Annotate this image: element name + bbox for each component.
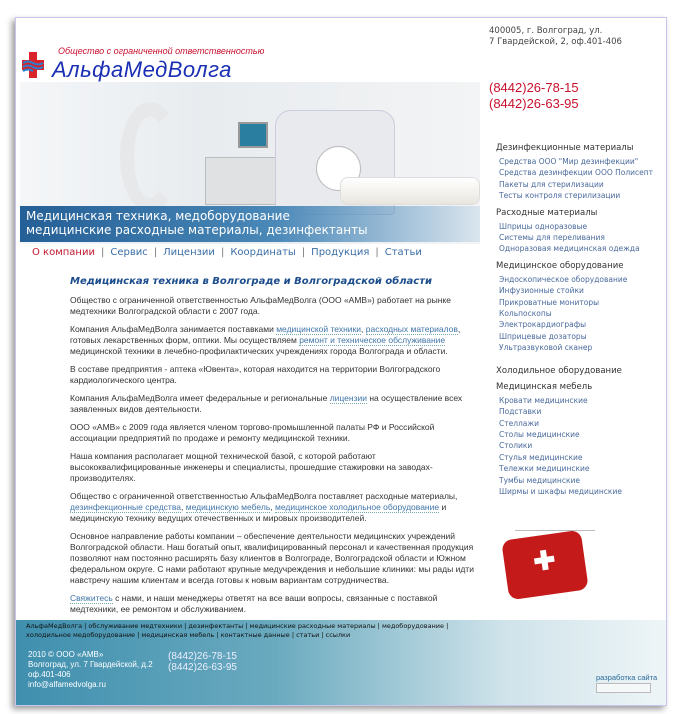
main-nav: [32, 247, 422, 258]
sidebar-item[interactable]: Стулья медицинские: [499, 452, 583, 462]
nav-separator: |: [301, 247, 306, 258]
paragraph: Общество с ограниченной ответственностью АльфаМедВолга (ООО «АМВ») работает на рынке медтехники Волгоградской области с 2007 года.: [70, 295, 451, 316]
page-title: Медицинская техника в Волгограде и Волгоградской области: [70, 276, 432, 287]
footer-phones: [168, 651, 237, 673]
banner-caption: [20, 206, 480, 242]
footer-link[interactable]: медицинские расходные материалы: [249, 622, 376, 630]
link-repair[interactable]: ремонт и техническое обслуживание: [299, 335, 446, 345]
paragraph: В составе предприятия - аптека «Ювента», которая находится на территории Волгоградского кардиологического центра.: [70, 364, 441, 385]
footer-link[interactable]: АльфаМедВолга: [26, 622, 83, 630]
sidebar-item[interactable]: Тесты контроля стерилизации: [499, 191, 621, 201]
logo-tagline: Общество с ограниченной ответственностью: [58, 46, 265, 56]
sidebar-item[interactable]: Шприцы одноразовые: [499, 221, 588, 231]
nav-separator: |: [375, 247, 379, 258]
nav-separator: |: [100, 247, 105, 258]
nav-item[interactable]: О компании: [32, 247, 95, 258]
footer-link[interactable]: холодильное медоборудование: [26, 631, 136, 639]
sidebar-item[interactable]: Ширмы и шкафы медицинские: [499, 486, 622, 496]
footer-link[interactable]: медоборудование: [381, 622, 445, 630]
text: с нами, и наши менеджеры ответят на все ваши вопросы, связанные с поставкой медтехники, ее ремонтом и обслуживанием.: [70, 593, 438, 614]
link-furniture[interactable]: медицинскую мебель: [185, 502, 271, 512]
sidebar-category[interactable]: Дезинфекционные материалы: [496, 143, 634, 153]
sidebar-item[interactable]: Прикроватные мониторы: [499, 297, 600, 307]
sidebar-item[interactable]: Ультразвуковой сканер: [499, 343, 593, 353]
footer-email[interactable]: info@alfamedvolga.ru: [28, 680, 106, 689]
logo-cross-icon: [22, 52, 44, 78]
paragraph: [70, 593, 480, 615]
nav-separator: |: [153, 247, 158, 258]
sidebar-category[interactable]: Медицинская мебель: [496, 381, 593, 392]
footer-link[interactable]: медицинская мебель: [141, 631, 215, 639]
caption-line: медицинские расходные материалы, дезинфектанты: [26, 223, 368, 237]
sidebar-item[interactable]: Средства ООО "Мир дезинфекции": [499, 157, 639, 166]
link-consumables[interactable]: расходных материалов: [365, 324, 458, 334]
sidebar-item[interactable]: Шприцевые дозаторы: [499, 331, 587, 341]
sidebar-item[interactable]: Подставки: [499, 407, 542, 417]
sidebar-item[interactable]: Стеллажи: [499, 418, 540, 428]
paragraph: Основное направление работы компании – обеспечение деятельности медицинских учреждений Волгоградской области. Наш богатый опыт, квалифицированный персонал и качественная продукция позволяют нам постоянно расширять базу клиентов в Волгограде, Волгоградской области и Южном федеральном округе. С нами работают крупные медучреждения и небольшие клиники: мы рады идти навстречу нашим клиентам и всегда готовы к новым вариантам сотрудничества.: [70, 531, 474, 585]
footer-separator: |: [82, 622, 89, 630]
sidebar-item[interactable]: Средства дезинфекции ООО Полисепт: [499, 168, 654, 178]
logo[interactable]: АльфаМедВолга: [52, 57, 232, 82]
phone: (8442)26-63-95: [489, 96, 579, 111]
link-refrigeration[interactable]: медицинское холодильное оборудование: [275, 502, 440, 512]
nav-item[interactable]: Сервис: [110, 247, 148, 258]
footer-separator: |: [135, 631, 142, 639]
address-line: 7 Гвардейской, 2, оф.401-406: [489, 37, 622, 47]
footer-link[interactable]: контактные данные: [220, 631, 290, 639]
sidebar-item[interactable]: Кольпоскопы: [499, 309, 552, 319]
sidebar-item[interactable]: Столики: [499, 441, 533, 451]
sidebar-item[interactable]: Столы медицинские: [499, 429, 580, 439]
scanner-table-image: [340, 177, 480, 205]
sidebar-category[interactable]: Расходные материалы: [496, 207, 598, 218]
sidebar-category[interactable]: Медицинское оборудование: [496, 260, 624, 271]
text: ,: [180, 502, 186, 512]
text: , готовых лекарственных форм, оптики. Мы осуществляем: [70, 324, 461, 345]
banner-image: [20, 82, 480, 244]
site-dev-link[interactable]: разработка сайта: [596, 673, 658, 682]
monitor-image: [238, 122, 268, 148]
text: на осуществление всех заявленных видов деятельности.: [70, 393, 463, 414]
link-disinfectants[interactable]: дезинфекционные средства: [70, 502, 181, 512]
footer-separator: |: [182, 622, 189, 630]
footer: [16, 620, 666, 705]
phone: (8442)26-63-95: [168, 662, 237, 673]
sidebar-item[interactable]: Пакеты для стерилизации: [499, 179, 604, 189]
paragraph: [70, 324, 480, 357]
phone: (8442)26-78-15: [489, 80, 579, 95]
link-licenses[interactable]: лицензии: [329, 393, 367, 403]
footer-office: оф.401-406: [28, 670, 71, 679]
footer-separator: |: [289, 631, 297, 639]
footer-separator: |: [319, 631, 326, 639]
header-phones: [489, 80, 579, 112]
nav-item[interactable]: Статьи: [384, 247, 422, 258]
copyright: 2010 © ООО «АМВ»: [28, 650, 104, 659]
footer-separator: |: [375, 622, 382, 630]
paragraph: [70, 491, 480, 524]
nav-item[interactable]: Продукция: [311, 247, 370, 258]
text: ,: [270, 502, 275, 512]
footer-link[interactable]: статьи: [296, 631, 320, 639]
sidebar-item[interactable]: Одноразовая медицинская одежда: [499, 244, 640, 254]
link-medical-equipment[interactable]: медицинской техники: [276, 324, 361, 334]
main-content: [70, 276, 480, 622]
footer-link[interactable]: обслуживание медтехники: [88, 622, 183, 630]
phone: (8442)26-78-15: [168, 651, 237, 662]
text: медицинской техники в лечебно-профилактических учреждениях города Волгограда и области.: [70, 346, 448, 356]
sidebar-item[interactable]: Кровати медицинские: [499, 395, 588, 405]
text: ,: [361, 324, 366, 334]
footer-link[interactable]: дезинфектанты: [188, 622, 244, 630]
paragraph: [70, 393, 480, 415]
footer-separator: |: [444, 622, 449, 630]
footer-separator: |: [243, 622, 250, 630]
sidebar-item[interactable]: Тумбы медицинские: [499, 475, 580, 485]
text: и медицинскую технику ведущих отечественных и мировых производителей.: [70, 502, 447, 523]
nav-separator: |: [220, 247, 225, 258]
sidebar-catalog: [496, 143, 666, 497]
sidebar-item[interactable]: Тележки медицинские: [499, 464, 590, 474]
footer-separator: |: [214, 631, 221, 639]
footer-link[interactable]: ссылки: [325, 631, 351, 639]
sidebar-item[interactable]: Электрокардиографы: [499, 320, 587, 330]
caption-line: Медицинская техника, медоборудование: [26, 209, 290, 223]
sidebar-item[interactable]: Инфузионные стойки: [499, 286, 584, 296]
sidebar-item[interactable]: Эндоскопическое оборудование: [499, 274, 628, 284]
dev-badge[interactable]: [596, 683, 651, 693]
nav-item[interactable]: Лицензии: [163, 247, 215, 258]
footer-address: Волгоград, ул. 7 Гвардейской, д.2: [28, 660, 153, 669]
paragraph: ООО «АМВ» с 2009 года является членом торгово-промышленной палаты РФ и Российской ассоциации предприятий по продаже и ремонту медицинской техники.: [70, 422, 435, 443]
text: Общество с ограниченной ответственностью АльфаМедВолга поставляет расходные материалы,: [70, 491, 458, 501]
nav-item[interactable]: Координаты: [230, 247, 296, 258]
footer-contacts: [28, 650, 153, 690]
c-arm-image: [120, 102, 180, 212]
footer-links: [26, 622, 466, 640]
address-line: 400005, г. Волгоград, ул.: [489, 26, 603, 36]
sidebar-item[interactable]: Системы для переливания: [499, 233, 605, 243]
link-contact[interactable]: Свяжитесь: [70, 593, 113, 603]
text: Компания АльфаМедВолга имеет федеральные и региональные: [70, 393, 330, 403]
sidebar-category[interactable]: Холодильное оборудование: [496, 365, 622, 376]
paragraph: Наша компания располагает мощной технической базой, с которой работают высококвалифицированные инженеры и специалисты, прошедшие стажировки на заводах-производителях.: [70, 451, 433, 483]
text: Компания АльфаМедВолга занимается поставками: [70, 324, 277, 334]
address: [489, 26, 622, 48]
first-aid-kit-image: [501, 530, 589, 601]
